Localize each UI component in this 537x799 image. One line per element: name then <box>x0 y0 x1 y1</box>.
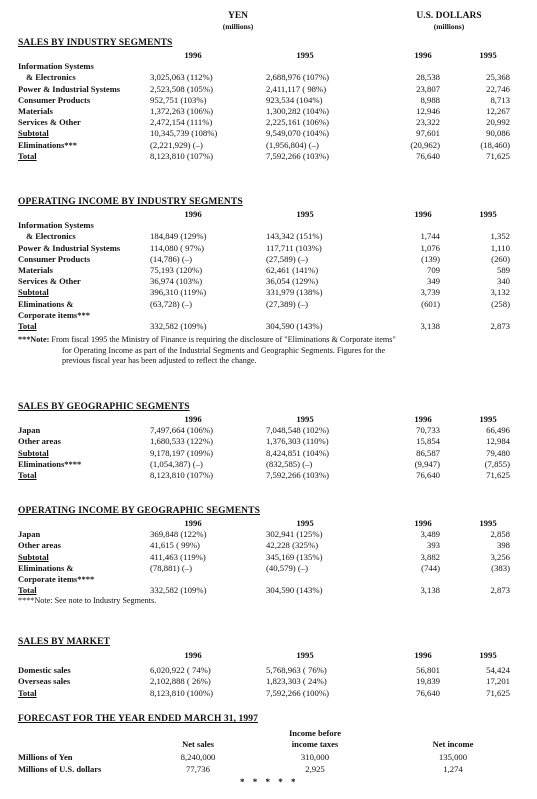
value-1995-yen: 7,592,266 (100%) <box>266 687 329 698</box>
forecast-income-yen: 310,000 <box>300 752 330 762</box>
row-label: Consumer Products <box>18 253 91 264</box>
col-1996-usd: 1996 <box>414 650 432 660</box>
col-1995-yen: 1995 <box>296 650 314 660</box>
col-1995-usd: 1995 <box>479 518 497 528</box>
value-1996-yen: 2,523,508 (105%) <box>150 83 213 94</box>
value-1996-usd: (139) <box>421 253 440 264</box>
table-row <box>18 688 523 699</box>
forecast-net-sales-yen: 8,240,000 <box>180 752 216 762</box>
forecast-label-yen: Millions of Yen <box>18 752 73 762</box>
value-1996-yen: 2,472,154 (111%) <box>150 117 213 128</box>
value-1996-usd: 56,801 <box>416 665 440 676</box>
row-label: & Electronics <box>26 72 76 83</box>
forecast-net-sales-usd: 77,736 <box>186 764 210 774</box>
table-row <box>18 436 523 447</box>
usd-unit: (millions) <box>433 22 465 31</box>
forecast-section <box>18 713 523 783</box>
value-1995-yen: 36,054 (129%) <box>266 276 319 287</box>
value-1996-yen: 36,974 (103%) <box>150 276 203 287</box>
row-label: Total <box>18 320 37 331</box>
value-1996-yen: 369,848 (122%) <box>150 529 207 540</box>
value-1995-usd: 8,713 <box>490 94 510 105</box>
table-row <box>18 254 523 265</box>
table-row <box>18 321 523 332</box>
value-1995-usd: 20,992 <box>486 117 510 128</box>
value-1996-usd: 8,988 <box>420 94 440 105</box>
value-1995-usd: (260) <box>491 253 510 264</box>
value-1995-yen: (27,389) (–) <box>266 298 308 309</box>
value-1996-usd: 3,739 <box>420 287 440 298</box>
value-1996-usd: 393 <box>426 540 440 551</box>
row-label: Japan <box>18 425 41 436</box>
value-1996-usd: 76,640 <box>416 150 440 161</box>
value-1995-usd: (258) <box>491 298 510 309</box>
value-1995-usd: 71,625 <box>486 469 510 480</box>
col-1995-yen: 1995 <box>296 518 314 528</box>
operating-income-by-industry-section <box>18 196 523 367</box>
row-label: Power & Industrial Systems <box>18 242 121 253</box>
value-1996-yen: 10,345,739 (108%) <box>150 128 218 139</box>
row-label: Total <box>18 150 37 161</box>
col-income-before: Income before <box>288 728 341 738</box>
value-1995-yen: 143,342 (151%) <box>266 231 323 242</box>
value-1996-usd: 86,587 <box>416 447 440 458</box>
value-1996-yen: 6,020,922 ( 74%) <box>150 665 211 676</box>
section-title: SALES BY MARKET <box>18 637 110 647</box>
value-1995-usd: 17,201 <box>486 676 510 687</box>
value-1995-yen: 7,592,266 (103%) <box>266 469 329 480</box>
table-row <box>18 231 523 242</box>
col-1996-usd: 1996 <box>414 518 432 528</box>
col-1995-yen: 1995 <box>296 209 314 219</box>
col-1996-usd: 1996 <box>414 50 432 60</box>
forecast-net-income-yen: 135,000 <box>438 752 468 762</box>
table-row <box>18 310 523 321</box>
value-1995-yen: 7,592,266 (103%) <box>266 150 329 161</box>
col-income-taxes: income taxes <box>291 739 339 749</box>
value-1996-usd: 28,538 <box>416 72 440 83</box>
value-1995-yen: 42,228 (325%) <box>266 540 319 551</box>
value-1996-yen: 411,463 (119%) <box>150 551 206 562</box>
value-1995-usd: 3,132 <box>490 287 510 298</box>
col-1995-usd: 1995 <box>479 414 497 424</box>
col-1996-yen: 1996 <box>184 518 202 528</box>
row-label: Total <box>18 687 37 698</box>
value-1996-yen: 2,102,888 ( 26%) <box>150 676 211 687</box>
value-1995-yen: (40,579) (–) <box>266 562 308 573</box>
table-row <box>18 106 523 117</box>
column-header-row <box>18 518 523 529</box>
table-row <box>18 676 523 687</box>
row-label: Consumer Products <box>18 94 91 105</box>
value-1996-yen: 3,025,063 (112%) <box>150 72 213 83</box>
value-1996-yen: 75,193 (120%) <box>150 264 203 275</box>
column-header-row <box>18 414 523 425</box>
table-row <box>18 151 523 162</box>
value-1995-yen: (27,589) (–) <box>266 253 308 264</box>
row-label: Corporate items*** <box>18 309 90 320</box>
table-row <box>18 540 523 551</box>
value-1996-usd: 12,946 <box>416 105 440 116</box>
note-line-1: From fiscal 1995 the Ministry of Finance is requiring the disclosure of "Eliminations & Corporate items" <box>51 335 396 345</box>
row-label: Total <box>18 585 37 596</box>
value-1996-usd: 70,733 <box>416 425 440 436</box>
value-1995-usd: 2,873 <box>490 320 510 331</box>
col-1995-usd: 1995 <box>479 209 497 219</box>
column-header-row <box>18 650 523 661</box>
row-label: Subtotal <box>18 447 49 458</box>
table-row <box>18 220 523 231</box>
value-1996-yen: 332,582 (109%) <box>150 585 207 596</box>
value-1995-usd: 79,480 <box>486 447 510 458</box>
note-line-2: for Operating Income as part of the Industrial Segments and Geographic Segments. Figures for the <box>62 345 386 355</box>
value-1995-yen: 1,376,303 (110%) <box>266 436 329 447</box>
value-1996-yen: 184,849 (129%) <box>150 231 207 242</box>
row-label: Subtotal <box>18 551 49 562</box>
col-net-sales: Net sales <box>182 739 214 749</box>
column-header-row <box>18 50 523 61</box>
value-1995-yen: 302,941 (125%) <box>266 529 323 540</box>
value-1995-usd: 71,625 <box>486 150 510 161</box>
table-row <box>18 459 523 470</box>
value-1996-yen: (78,881) (–) <box>150 562 192 573</box>
value-1996-yen: (2,221,929) (–) <box>150 139 203 150</box>
table-row <box>18 265 523 276</box>
row-label: Eliminations*** <box>18 139 78 150</box>
value-1996-usd: (601) <box>421 298 440 309</box>
col-net-income: Net income <box>432 739 474 749</box>
sales-by-market-section <box>18 636 523 699</box>
forecast-net-income-usd: 1,274 <box>443 764 463 774</box>
table-row <box>18 470 523 481</box>
table-row <box>18 529 523 540</box>
value-1996-usd: (744) <box>421 562 440 573</box>
value-1996-usd: 3,489 <box>420 529 440 540</box>
yen-unit: (millions) <box>222 22 254 31</box>
value-1996-yen: 8,123,810 (107%) <box>150 150 213 161</box>
col-1996-usd: 1996 <box>414 414 432 424</box>
value-1996-yen: 8,123,810 (100%) <box>150 687 213 698</box>
column-header-row <box>18 209 523 220</box>
table-row <box>18 72 523 83</box>
forecast-income-usd: 2,925 <box>305 764 325 774</box>
table-row <box>18 299 523 310</box>
value-1995-yen: 304,590 (143%) <box>266 320 323 331</box>
table-row <box>18 585 523 596</box>
value-1995-yen: 5,768,963 ( 76%) <box>266 665 327 676</box>
value-1996-yen: 41,615 ( 99%) <box>150 540 200 551</box>
value-1995-usd: 90,086 <box>486 128 510 139</box>
value-1995-usd: 3,256 <box>490 551 510 562</box>
value-1995-usd: (18,460) <box>480 139 510 150</box>
value-1996-yen: 114,080 ( 97%) <box>150 242 204 253</box>
row-label: Materials <box>18 105 53 116</box>
value-1995-usd: 2,858 <box>490 529 510 540</box>
col-1996-yen: 1996 <box>184 209 202 219</box>
value-1996-usd: 709 <box>426 264 440 275</box>
value-1995-yen: 1,300,282 (104%) <box>266 105 329 116</box>
section-title: OPERATING INCOME BY INDUSTRY SEGMENTS <box>18 197 243 207</box>
value-1995-yen: (832,585) (–) <box>266 458 313 469</box>
value-1995-usd: 589 <box>496 264 510 275</box>
value-1995-usd: 22,746 <box>486 83 510 94</box>
col-1996-yen: 1996 <box>184 414 202 424</box>
table-row <box>18 574 523 585</box>
section-title: FORECAST FOR THE YEAR ENDED MARCH 31, 1997 <box>18 714 258 724</box>
col-1995-usd: 1995 <box>479 650 497 660</box>
table-row <box>18 287 523 298</box>
value-1996-usd: 15,854 <box>416 436 440 447</box>
row-label: Overseas sales <box>18 676 71 687</box>
note-line-3: previous fiscal year has been adjusted to reflect the change. <box>62 356 257 366</box>
table-row <box>18 128 523 139</box>
col-1996-usd: 1996 <box>414 209 432 219</box>
row-label: Power & Industrial Systems <box>18 83 121 94</box>
table-row <box>18 140 523 151</box>
row-label: Information Systems <box>18 220 94 231</box>
value-1996-usd: 23,807 <box>416 83 440 94</box>
value-1995-yen: 923,534 (104%) <box>266 94 323 105</box>
value-1996-yen: 332,582 (109%) <box>150 320 207 331</box>
row-label: Subtotal <box>18 287 49 298</box>
row-label: Eliminations & <box>18 562 74 573</box>
table-row <box>18 61 523 72</box>
value-1996-usd: 76,640 <box>416 687 440 698</box>
value-1995-yen: 331,979 (138%) <box>266 287 323 298</box>
value-1996-yen: 1,680,533 (122%) <box>150 436 213 447</box>
col-1995-yen: 1995 <box>296 414 314 424</box>
value-1996-yen: (14,786) (–) <box>150 253 192 264</box>
value-1995-yen: 2,411,117 ( 98%) <box>266 83 327 94</box>
row-label: Subtotal <box>18 128 49 139</box>
value-1995-yen: 345,169 (135%) <box>266 551 323 562</box>
value-1995-usd: 340 <box>496 276 510 287</box>
row-label: Other areas <box>18 540 61 551</box>
row-label: & Electronics <box>26 231 76 242</box>
value-1996-usd: 23,322 <box>416 117 440 128</box>
row-label: Total <box>18 469 37 480</box>
value-1996-yen: (63,728) (–) <box>150 298 192 309</box>
forecast-label-usd: Millions of U.S. dollars <box>18 764 102 774</box>
row-label: Japan <box>18 529 41 540</box>
row-label: Eliminations & <box>18 298 74 309</box>
value-1996-usd: 97,601 <box>416 128 440 139</box>
section-title: OPERATING INCOME BY GEOGRAPHIC SEGMENTS <box>18 506 260 516</box>
value-1996-usd: 3,138 <box>420 585 440 596</box>
value-1996-yen: 9,178,197 (109%) <box>150 447 213 458</box>
value-1995-usd: 25,368 <box>486 72 510 83</box>
row-label: Corporate items**** <box>18 573 95 584</box>
value-1995-usd: 54,424 <box>486 665 510 676</box>
value-1996-usd: 1,744 <box>420 231 440 242</box>
value-1995-usd: (7,855) <box>484 458 510 469</box>
value-1996-yen: 952,751 (103%) <box>150 94 207 105</box>
value-1996-yen: (1,054,387) (–) <box>150 458 203 469</box>
table-row <box>18 117 523 128</box>
value-1995-yen: 304,590 (143%) <box>266 585 323 596</box>
sales-by-industry-section <box>18 37 523 162</box>
row-label: Materials <box>18 264 53 275</box>
value-1995-yen: 62,461 (141%) <box>266 264 319 275</box>
value-1995-yen: 7,048,548 (102%) <box>266 425 329 436</box>
value-1995-usd: 2,873 <box>490 585 510 596</box>
value-1996-yen: 8,123,810 (107%) <box>150 469 213 480</box>
value-1996-usd: 3,882 <box>420 551 440 562</box>
operating-income-by-geographic-section <box>18 505 523 607</box>
usd-header: U.S. DOLLARS <box>416 11 482 21</box>
geo-note: ****Note: See note to Industry Segments. <box>18 596 157 606</box>
value-1995-usd: 12,984 <box>486 436 510 447</box>
table-row <box>18 425 523 436</box>
table-row <box>18 84 523 95</box>
value-1996-usd: 76,640 <box>416 469 440 480</box>
section-title: SALES BY GEOGRAPHIC SEGMENTS <box>18 402 190 412</box>
table-row <box>18 95 523 106</box>
table-row <box>18 552 523 563</box>
end-marker: * * * * * <box>240 777 299 787</box>
value-1995-usd: 66,496 <box>486 425 510 436</box>
value-1996-yen: 396,310 (119%) <box>150 287 207 298</box>
sales-by-geographic-section <box>18 401 523 481</box>
value-1995-usd: 398 <box>496 540 510 551</box>
yen-header: YEN <box>227 11 249 21</box>
table-row <box>18 665 523 676</box>
col-1996-yen: 1996 <box>184 50 202 60</box>
value-1995-usd: (383) <box>491 562 510 573</box>
industry-note <box>18 335 523 367</box>
value-1995-yen: 2,225,161 (106%) <box>266 117 329 128</box>
value-1995-usd: 1,110 <box>490 242 510 253</box>
value-1996-yen: 7,497,664 (106%) <box>150 425 213 436</box>
row-label: Services & Other <box>18 276 81 287</box>
table-row <box>18 243 523 254</box>
value-1995-yen: 1,823,303 ( 24%) <box>266 676 327 687</box>
col-1995-usd: 1995 <box>479 50 497 60</box>
value-1995-yen: 2,688,976 (107%) <box>266 72 329 83</box>
row-label: Eliminations**** <box>18 458 82 469</box>
section-title: SALES BY INDUSTRY SEGMENTS <box>18 38 173 48</box>
col-1996-yen: 1996 <box>184 650 202 660</box>
value-1996-usd: 3,138 <box>420 320 440 331</box>
value-1996-usd: 349 <box>426 276 440 287</box>
value-1995-yen: 8,424,851 (104%) <box>266 447 329 458</box>
note-lead: ***Note: <box>18 335 50 345</box>
value-1996-usd: 1,076 <box>420 242 440 253</box>
value-1995-yen: 9,549,070 (104%) <box>266 128 329 139</box>
value-1996-yen: 1,372,263 (106%) <box>150 105 213 116</box>
row-label: Other areas <box>18 436 61 447</box>
col-1995-yen: 1995 <box>296 50 314 60</box>
row-label: Services & Other <box>18 117 81 128</box>
table-row <box>18 563 523 574</box>
value-1996-usd: (20,962) <box>410 139 440 150</box>
value-1995-usd: 71,625 <box>486 687 510 698</box>
value-1995-usd: 12,267 <box>486 105 510 116</box>
value-1995-yen: (1,956,804) (–) <box>266 139 319 150</box>
table-row <box>18 276 523 287</box>
value-1996-usd: (9,947) <box>414 458 440 469</box>
table-row <box>18 448 523 459</box>
row-label: Domestic sales <box>18 665 71 676</box>
value-1995-usd: 1,352 <box>490 231 510 242</box>
value-1996-usd: 19,839 <box>416 676 440 687</box>
value-1995-yen: 117,711 (103%) <box>266 242 322 253</box>
row-label: Information Systems <box>18 61 94 72</box>
